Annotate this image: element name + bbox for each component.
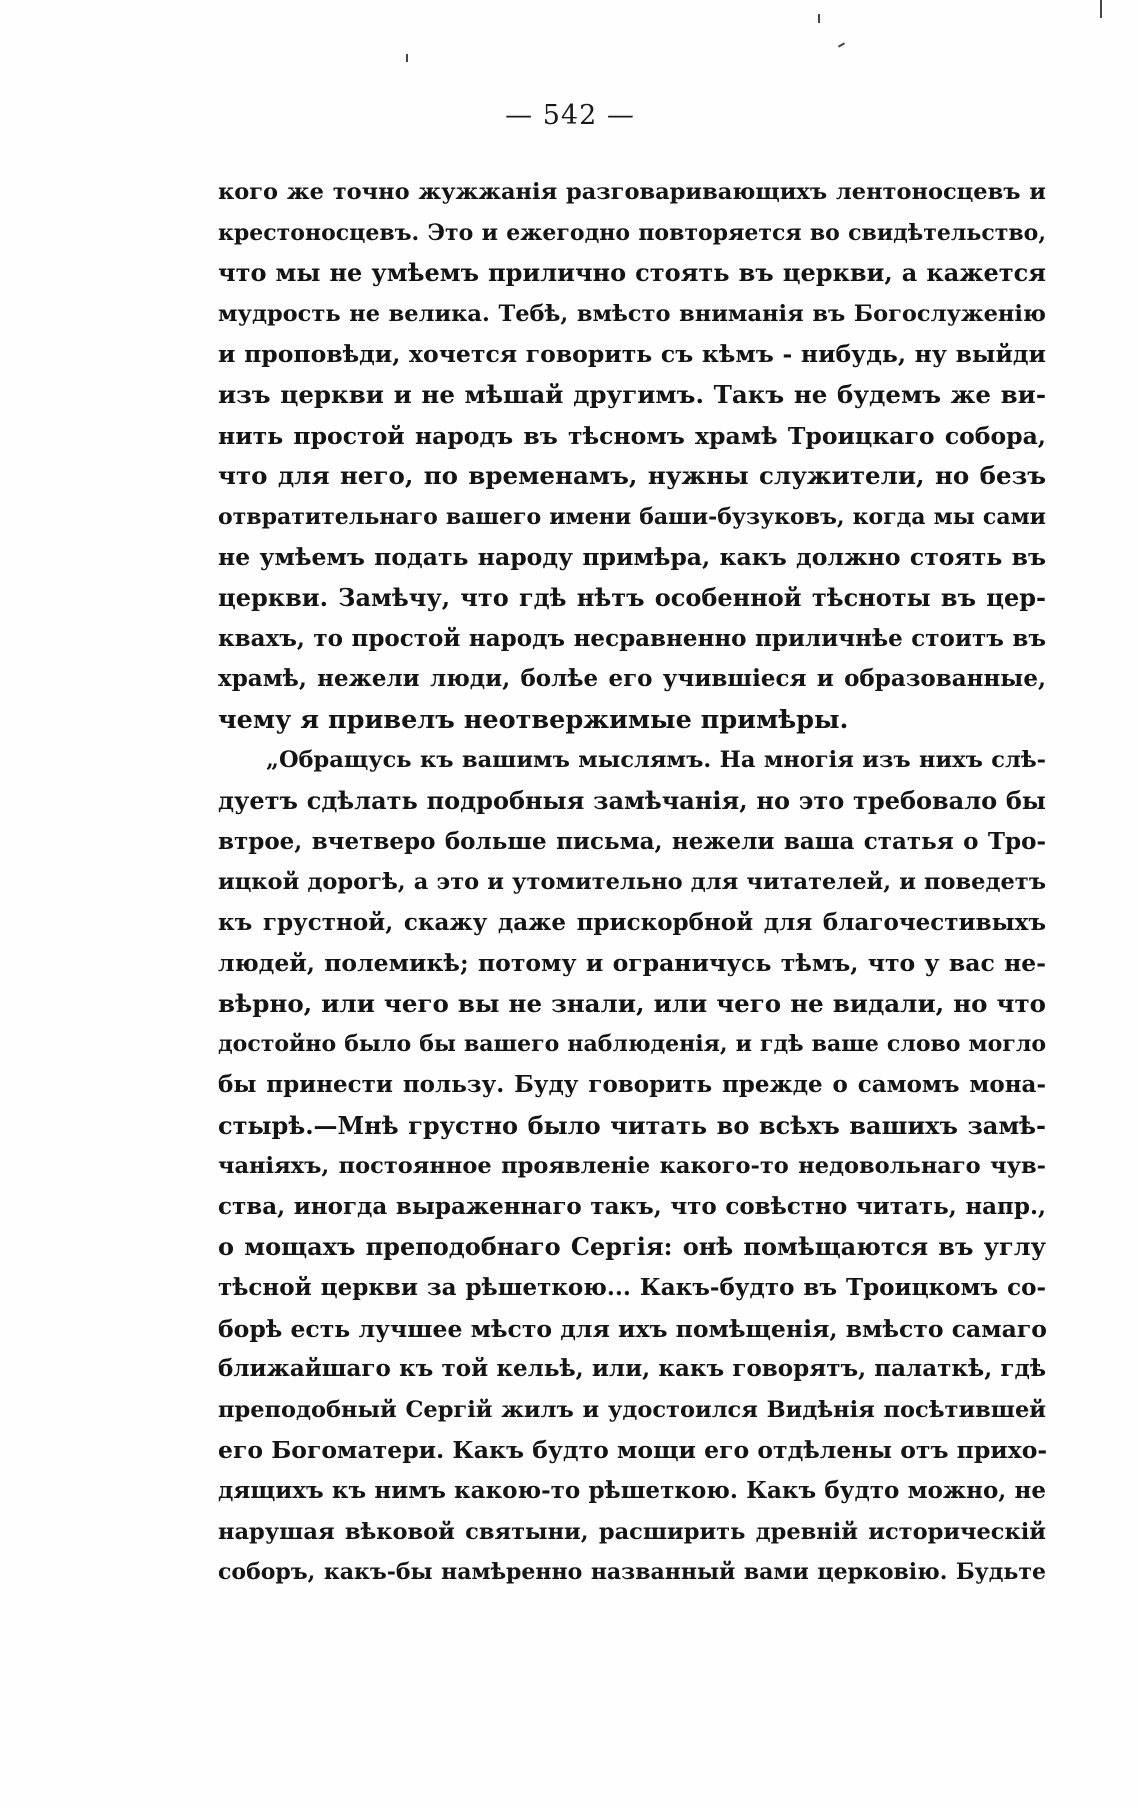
text-line: что для него, по временамъ, нужны служители, но безъ <box>218 461 1046 491</box>
text-line: преподобный Сергій жилъ и удостоился Видѣнія посѣтившей <box>218 1396 1046 1423</box>
text-line: дуетъ сдѣлать подробныя замѣчанія, но это требовало бы <box>218 785 1046 815</box>
text-line: къ грустной, скажу даже прискорбной для благочестивыхъ <box>218 908 1046 936</box>
text-line: о мощахъ преподобнаго Сергія: онѣ помѣщаются въ углу <box>218 1232 1046 1262</box>
text-line: изъ церкви и не мѣшай другимъ. Такъ не будемъ же ви- <box>218 379 1046 409</box>
text-line: тѣсной церкви за рѣшеткою... Какъ-будто въ Троицкомъ со- <box>218 1274 1046 1302</box>
text-line: дящихъ къ нимъ какою-то рѣшеткою. Какъ будто можно, не <box>218 1477 1046 1504</box>
text-line: стырѣ.—Мнѣ грустно было читать во всѣхъ вашихъ замѣ- <box>218 1110 1046 1140</box>
text-line: вѣрно, или чего вы не знали, или чего не видали, но что <box>218 988 1046 1018</box>
scan-speck <box>1100 0 1102 18</box>
text-line: крестоносцевъ. Это и ежегодно повторяется во свидѣтельство, <box>218 219 1046 246</box>
text-line: борѣ есть лучшее мѣсто для ихъ помѣщенія, вмѣсто самаго <box>218 1314 1047 1343</box>
text-line: мудрость не велика. Тебѣ, вмѣсто вниманія въ Богослуженію <box>218 300 1046 327</box>
text-line: нарушая вѣковой святыни, расширить древній историческій <box>218 1518 1046 1545</box>
text-line: ближайшаго къ той кельѣ, или, какъ говорятъ, палаткѣ, гдѣ <box>218 1355 1046 1383</box>
text-line: соборъ, какъ-бы намѣренно названный вами церковію. Будьте <box>218 1559 1046 1586</box>
text-line: „Обращусь къ вашимъ мыслямъ. На многія изъ нихъ слѣ- <box>266 747 1046 774</box>
text-line: достойно было бы вашего наблюденія, и гдѣ ваше слово могло <box>218 1031 1046 1058</box>
text-line: чему я привелъ неотвержимые примѣры. <box>218 704 849 735</box>
text-line: и проповѣди, хочется говорить съ кѣмъ - нибудь, ну выйди <box>218 340 1046 369</box>
scan-speck <box>818 14 820 23</box>
text-line: бы принести пользу. Буду говорить прежде о самомъ мона- <box>218 1071 1046 1099</box>
text-line: не умѣемъ подать народу примѣра, какъ должно стоять въ <box>218 543 1046 572</box>
page-number: — 542 — <box>505 100 635 131</box>
body-text <box>218 172 1046 1593</box>
paragraph-2 <box>218 740 1046 1592</box>
text-line: чаніяхъ, постоянное проявленіе какого-то недовольнаго чув- <box>218 1153 1046 1180</box>
text-line: втрое, вчетверо больше письма, нежели ваша статья о Тро- <box>218 827 1046 855</box>
text-line: его Богоматери. Какъ будто мощи его отдѣлены отъ прихо- <box>218 1436 1048 1465</box>
paragraph-1 <box>218 172 1046 740</box>
text-line: церкви. Замѣчу, что гдѣ нѣтъ особенной тѣсноты въ цер- <box>218 582 1046 612</box>
text-line: ицкой дорогѣ, а это и утомительно для читателей, и поведетъ <box>218 869 1046 896</box>
text-line: храмѣ, нежели люди, болѣе его учившіеся и образованные, <box>218 665 1046 693</box>
text-line: людей, полемикѣ; потому и ограничусь тѣмъ, что у вас не- <box>218 949 1046 978</box>
text-line: что мы не умѣемъ прилично стоять въ церкви, а кажется <box>218 258 1046 288</box>
scan-speck <box>838 42 845 47</box>
text-line: квахъ, то простой народъ несравненно приличнѣе стоитъ въ <box>218 624 1046 652</box>
text-line: кого же точно жужжанія разговаривающихъ лентоносцевъ и <box>218 179 1046 205</box>
text-line: нить простой народъ въ тѣсномъ храмѣ Троицкаго собора, <box>218 421 1046 450</box>
scan-speck <box>406 54 408 62</box>
text-line: отвратительнаго вашего имени баши-бузуковъ, когда мы сами <box>218 503 1046 530</box>
text-line: ства, иногда выраженнаго такъ, что совѣстно читать, напр., <box>218 1192 1046 1220</box>
